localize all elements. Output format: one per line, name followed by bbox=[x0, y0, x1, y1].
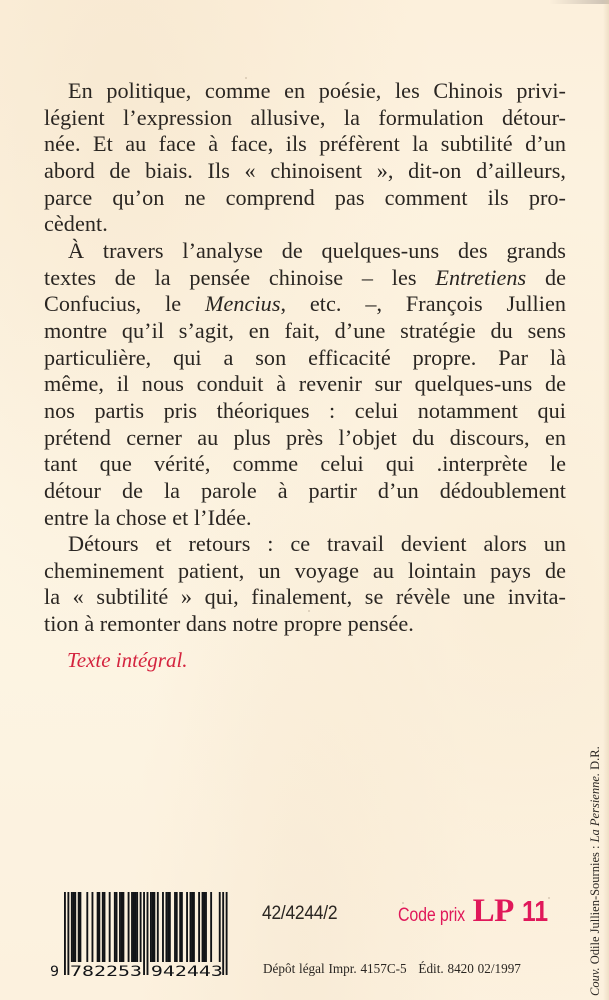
paper-speck bbox=[548, 897, 550, 899]
barcode-graphic bbox=[44, 890, 244, 985]
price-code-number: 11 bbox=[521, 896, 548, 928]
credits-suffix: D.R. bbox=[588, 746, 602, 773]
legal-deposit bbox=[263, 961, 521, 977]
blurb-line: cèdent. bbox=[44, 211, 108, 237]
paper-speck bbox=[245, 77, 247, 79]
scan-edge-shadow bbox=[549, 0, 609, 4]
page-right-edge bbox=[603, 0, 609, 1000]
blurb-line: Détours et retours : ce travail devient alors un bbox=[68, 531, 566, 557]
blurb-line: détour de la parole à partir d’un dédoublement bbox=[44, 477, 566, 503]
blurb-line: abord de biais. Ils « chinoisent », dit-on d’ailleurs, bbox=[44, 157, 566, 183]
legal-deposit-date: 02/1997 bbox=[477, 961, 521, 976]
blurb-paragraph-2 bbox=[44, 238, 566, 531]
blurb-line: prétend cerner au plus près l’objet du discours, en bbox=[44, 424, 566, 450]
price-code-label: Code prix bbox=[398, 904, 465, 926]
legal-deposit-printer: Dépôt légal Impr. 4157C-5 bbox=[263, 961, 407, 976]
cover-credits bbox=[588, 746, 603, 996]
blurb-line: tion à remonter dans notre propre pensée. bbox=[44, 611, 414, 637]
paper-speck bbox=[402, 902, 404, 904]
svg-text:942443: 942443 bbox=[150, 964, 223, 980]
blurb-line: légient l’expression allusive, la formulation détour- bbox=[44, 104, 566, 130]
blurb-line: montre qu’il s’agit, en fait, d’une stratégie du sens bbox=[44, 317, 566, 343]
credits-work-title: La Persienne. bbox=[588, 772, 602, 843]
blurb-line: la « subtilité » qui, finalement, se révèle une invita- bbox=[44, 584, 566, 610]
price-code-series: LP bbox=[472, 893, 514, 929]
paper-speck bbox=[308, 610, 310, 612]
blurb-line: En politique, comme en poésie, les Chinois privi- bbox=[68, 78, 566, 103]
svg-text:9: 9 bbox=[50, 964, 59, 980]
edition-note: Texte intégral. bbox=[67, 648, 188, 672]
back-cover-blurb bbox=[44, 78, 566, 638]
blurb-line: tant que vérité, comme celui qui .interprète le bbox=[44, 451, 566, 477]
blurb-line: entre la chose et l’Idée. bbox=[44, 504, 252, 530]
credits-prefix: Couv. bbox=[588, 967, 602, 996]
blurb-line: parce qu’on ne comprend pas comment ils pro- bbox=[44, 184, 566, 210]
blurb-line: Confucius, le Mencius, etc. –, François Jullien bbox=[44, 291, 566, 317]
blurb-line: textes de la pensée chinoise – les Entretiens de bbox=[44, 264, 566, 290]
price-code bbox=[398, 893, 553, 930]
isbn-barcode bbox=[44, 890, 244, 985]
blurb-line: particulière, qui a son efficacité propre. Par là bbox=[44, 344, 566, 370]
blurb-line: même, il nous conduit à revenir sur quelques-uns de bbox=[44, 371, 566, 397]
paper-speck bbox=[47, 120, 49, 122]
blurb-paragraph-3 bbox=[44, 531, 566, 638]
blurb-line: née. Et au face à face, ils préfèrent la subtilité d’un bbox=[44, 131, 566, 157]
blurb-paragraph-1 bbox=[44, 78, 566, 238]
blurb-line: À travers l’analyse de quelques-uns des grands bbox=[68, 237, 566, 263]
svg-text:782253: 782253 bbox=[70, 964, 143, 980]
blurb-line: cheminement patient, un voyage au lointain pays de bbox=[44, 557, 566, 583]
legal-deposit-publisher: Édit. 8420 bbox=[418, 961, 474, 976]
credits-artist: Odile Jullien-Sournies : bbox=[588, 842, 602, 968]
reference-number: 42/4244/2 bbox=[262, 903, 338, 924]
blurb-line: nos partis pris théoriques : celui notamment qui bbox=[44, 397, 566, 423]
